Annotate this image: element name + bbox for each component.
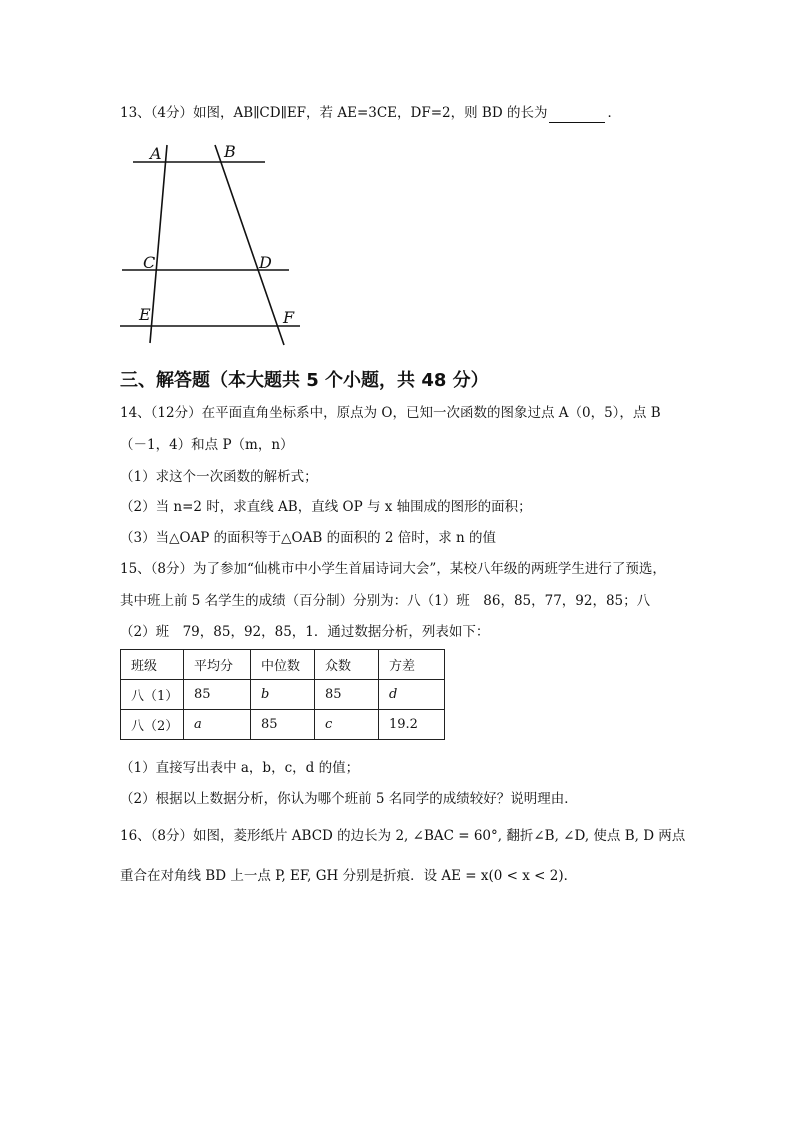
table-header: 方差 xyxy=(379,650,445,680)
q14-line1: 14、（12分）在平面直角坐标系中，原点为 O，已知一次函数的图象过点 A（0，5），点 B xyxy=(120,405,661,421)
label-e: E xyxy=(139,305,151,324)
label-a: A xyxy=(150,144,162,163)
q13-figure xyxy=(0,0,794,400)
q16-line1: 16、（8分）如图，菱形纸片 ABCD 的边长为 2, ∠BAC = 60°, 翻折∠B, ∠D, 使点 B, D 两点 xyxy=(120,828,686,844)
table-header: 平均分 xyxy=(184,650,251,680)
table-cell: 85 xyxy=(251,710,315,740)
q13-score: （4分） xyxy=(150,105,194,121)
label-d: D xyxy=(259,253,272,272)
section-heading: 三、解答题（本大题共 5 个小题，共 48 分） xyxy=(120,370,489,391)
label-f: F xyxy=(283,308,295,327)
label-c: C xyxy=(143,253,156,272)
table-row xyxy=(121,680,445,710)
q15-line3: （2）班 79，85，92，85，1．通过数据分析，列表如下： xyxy=(120,624,490,640)
table-cell: c xyxy=(315,710,379,740)
table-cell: a xyxy=(184,710,251,740)
q13-stem: 如图，AB∥CD∥EF，若 AE=3CE，DF=2，则 BD 的长为 xyxy=(193,105,548,121)
q14-line2: （－1，4）和点 P（m，n） xyxy=(120,437,294,453)
table-cell: 85 xyxy=(315,680,379,710)
q14-part1: （1）求这个一次函数的解析式； xyxy=(120,469,318,485)
q14-part3: （3）当△OAP 的面积等于△OAB 的面积的 2 倍时，求 n 的值 xyxy=(120,530,497,546)
table-header-row xyxy=(121,650,445,680)
table-cell: 八（2） xyxy=(121,710,184,740)
table-header: 班级 xyxy=(121,650,184,680)
line-bf xyxy=(215,145,284,345)
q15-line2: 其中班上前 5 名学生的成绩（百分制）分别为：八（1）班 86，85，77，92，85；八 xyxy=(120,593,651,609)
q15-part2: （2）根据以上数据分析，你认为哪个班前 5 名同学的成绩较好？说明理由． xyxy=(120,791,578,807)
line-ae xyxy=(150,145,167,343)
table-cell: 85 xyxy=(184,680,251,710)
table-cell: b xyxy=(251,680,315,710)
table-header: 众数 xyxy=(315,650,379,680)
table-header: 中位数 xyxy=(251,650,315,680)
table-cell: 19.2 xyxy=(379,710,445,740)
label-b: B xyxy=(224,142,236,161)
score-table xyxy=(120,649,445,740)
table-cell: d xyxy=(379,680,445,710)
q14-part2: （2）当 n=2 时，求直线 AB，直线 OP 与 x 轴围成的图形的面积； xyxy=(120,499,532,515)
q13-end: ． xyxy=(607,105,621,121)
q15-part1: （1）直接写出表中 a，b，c，d 的值； xyxy=(120,760,360,776)
q15-line1: 15、（8分）为了参加“仙桃市中小学生首届诗词大会”，某校八年级的两班学生进行了预选， xyxy=(120,561,666,577)
q16-line2: 重合在对角线 BD 上一点 P, EF, GH 分别是折痕．设 AE = x(0 < x < 2)． xyxy=(120,868,578,884)
q13-number: 13、 xyxy=(120,105,151,121)
table-cell: 八（1） xyxy=(121,680,184,710)
table-row xyxy=(121,710,445,740)
